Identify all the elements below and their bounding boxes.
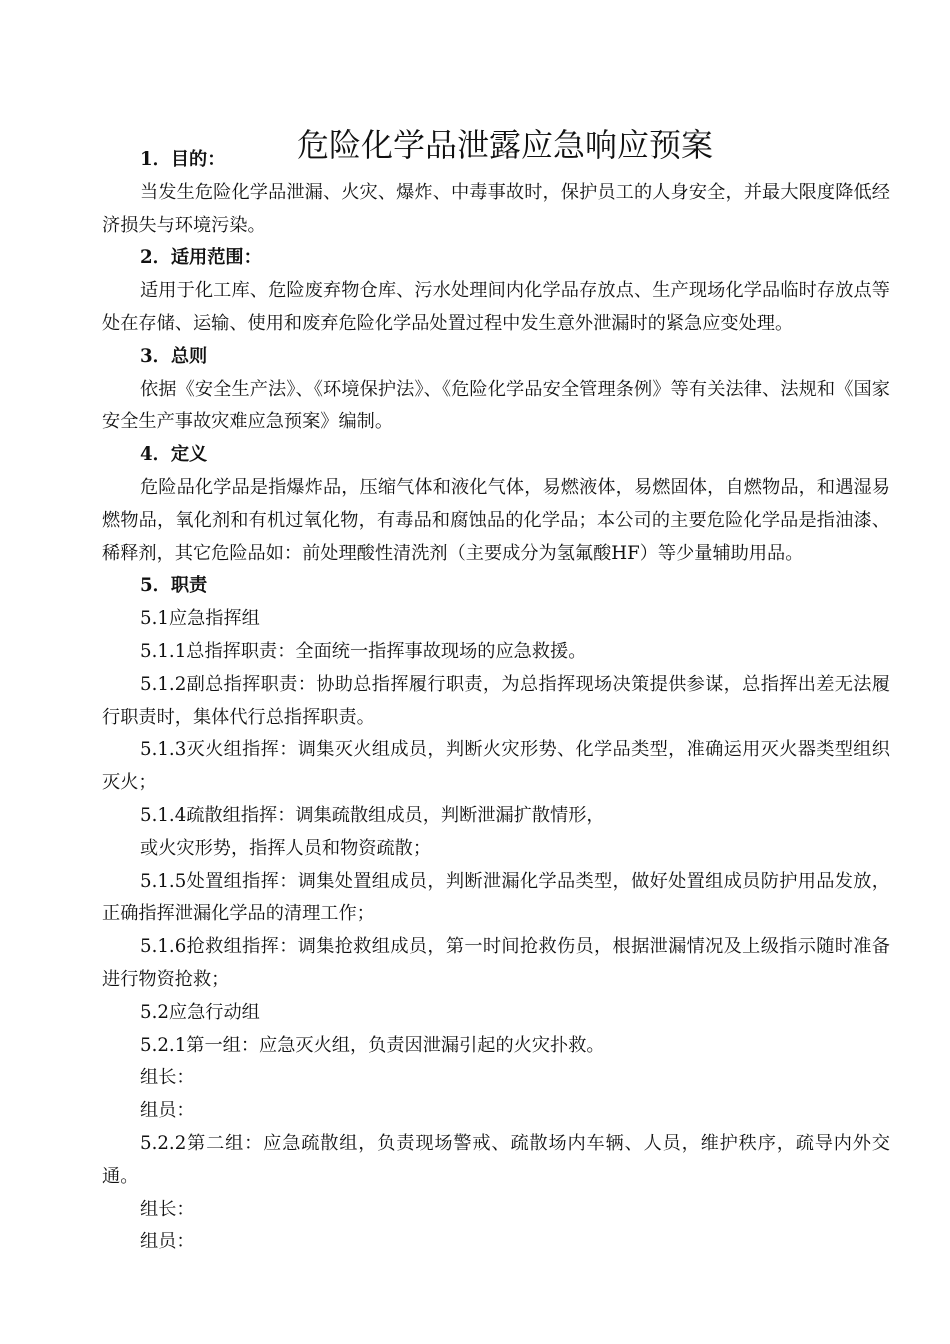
document-body: [102, 144, 890, 1259]
group-members-2: 组员：: [140, 1231, 195, 1253]
paragraph-general: 依据《安全生产法》、《环境保护法》、《危险化学品安全管理条例》等有关法律、法规和《国家安全生产事故灾难应急预案》编制。: [102, 378, 890, 433]
section-heading-definition: 4．定义: [140, 444, 208, 466]
section-heading-duties: 5．职责: [140, 575, 208, 597]
paragraph-5-1-6: 5.1.6抢救组指挥：调集抢救组成员，第一时间抢救伤员，根据泄漏情况及上级指示随时准备进行物资抢救；: [102, 936, 890, 990]
paragraph-5-1-1: 5.1.1总指挥职责：全面统一指挥事故现场的应急救援。: [140, 640, 587, 662]
group-leader-2: 组长：: [140, 1198, 195, 1220]
group-members-1: 组员：: [140, 1100, 195, 1122]
paragraph-purpose: 当发生危险化学品泄漏、火灾、爆炸、中毒事故时，保护员工的人身安全，并最大限度降低经济损失与环境污染。: [102, 181, 890, 236]
subsection-command-group: 5.1应急指挥组: [140, 608, 260, 630]
paragraph-5-1-2: 5.1.2副总指挥职责：协助总指挥履行职责，为总指挥现场决策提供参谋，总指挥出差无法履行职责时，集体代行总指挥职责。: [102, 673, 890, 728]
document-title: 危险化学品泄露应急响应预案: [296, 126, 713, 165]
paragraph-5-1-4-cont: 或火灾形势，指挥人员和物资疏散；: [140, 837, 432, 859]
section-heading-general: 3．总则: [140, 345, 208, 367]
paragraph-5-2-2: 5.2.2第二组：应急疏散组，负责现场警戒、疏散场内车辆、人员，维护秩序，疏导内外交通。: [102, 1132, 890, 1187]
paragraph-scope: 适用于化工库、危险废弃物仓库、污水处理间内化学品存放点、生产现场化学品临时存放点等处在存储、运输、使用和废弃危险化学品处置过程中发生意外泄漏时的紧急应变处理。: [102, 280, 890, 334]
section-heading-purpose: 1．目的：: [140, 149, 226, 170]
paragraph-5-1-3: 5.1.3灭火组指挥：调集灭火组成员，判断火灾形势、化学品类型，准确运用灭火器类型组织灭火；: [102, 739, 890, 794]
subsection-action-group: 5.2应急行动组: [140, 1001, 260, 1023]
group-leader-1: 组长：: [140, 1067, 195, 1089]
paragraph-5-1-4: 5.1.4疏散组指挥：调集疏散组成员，判断泄漏扩散情形，: [140, 804, 605, 826]
paragraph-5-1-5: 5.1.5处置组指挥：调集处置组成员，判断泄漏化学品类型，做好处置组成员防护用品发放，正确指挥泄漏化学品的清理工作；: [102, 870, 890, 925]
paragraph-definition: 危险品化学品是指爆炸品，压缩气体和液化气体，易燃液体，易燃固体，自燃物品，和遇湿易燃物品，氧化剂和有机过氧化物，有毒品和腐蚀品的化学品；本公司的主要危险化学品是指油漆、稀释剂，其它危险品如：前处理酸性清洗剂（主要成分为氢氟酸HF）等少量辅助用品。: [102, 476, 890, 564]
section-heading-scope: 2．适用范围：: [140, 247, 262, 269]
paragraph-5-2-1: 5.2.1第一组：应急灭火组，负责因泄漏引起的火灾扑救。: [140, 1034, 605, 1056]
